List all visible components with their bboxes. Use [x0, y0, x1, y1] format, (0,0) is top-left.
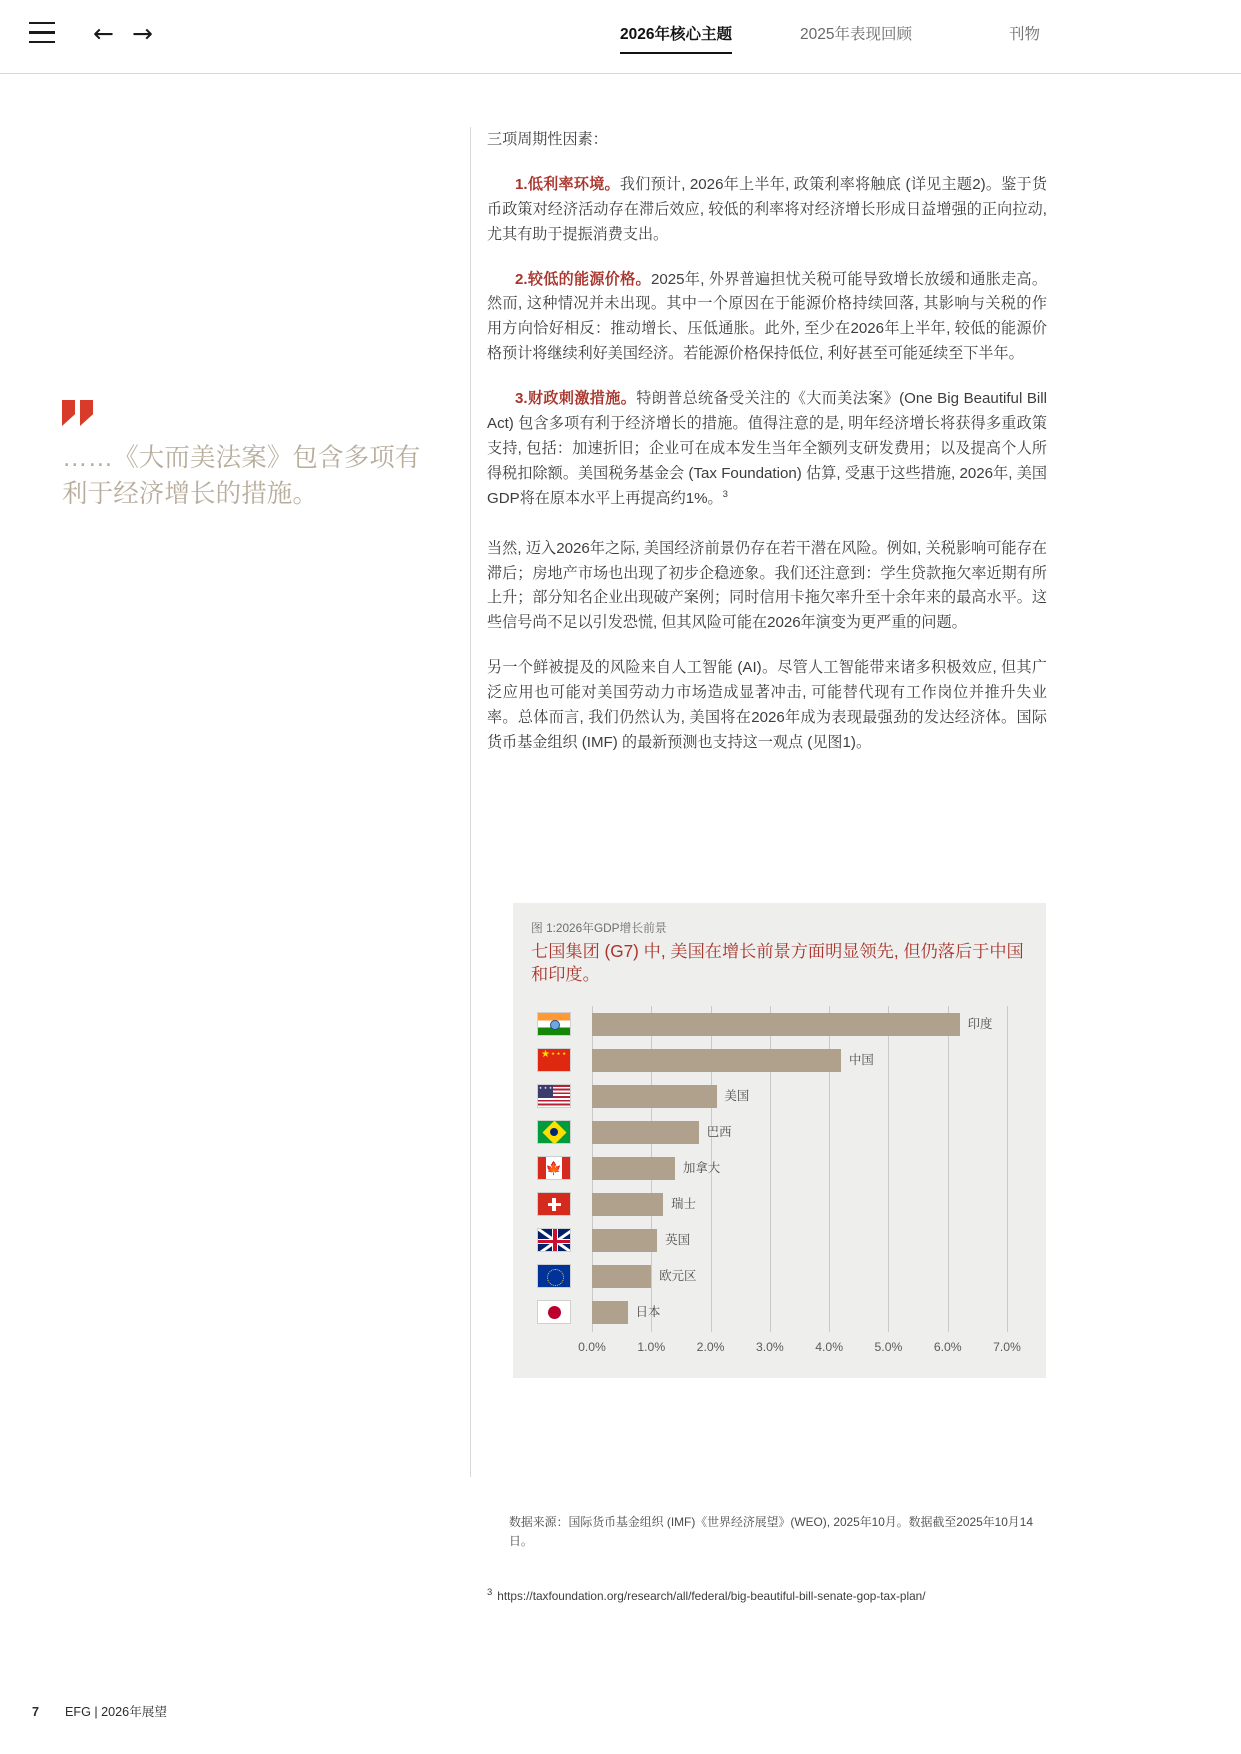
arrow-right-icon[interactable]: → — [132, 19, 153, 48]
page-footer — [32, 1701, 167, 1720]
figure-1 — [513, 903, 1046, 1378]
bar-日本 — [592, 1301, 628, 1324]
bar-label-欧元区: 欧元区 — [659, 1268, 697, 1283]
quote-mark-icon — [62, 400, 102, 426]
x-tick-6.0%: 6.0% — [933, 1340, 962, 1355]
flag-usa-icon — [537, 1084, 571, 1108]
paragraph-risks: 当然, 迈入2026年之际, 美国经济前景仍存在若干潜在风险。例如, 关税影响可能存在滞后；房地产市场也出现了初步企稳迹象。我们还注意到：学生贷款拖欠率近期有所上升；部分知名企业出现破产案例；同时信用卡拖欠率升至十余年来的最高水平。这些信号尚不足以引发恐慌, 但其风险可能在2026年演变为更严重的问题。 — [487, 539, 1047, 632]
quote-mark-stroke — [62, 400, 75, 426]
bar-欧元区 — [592, 1265, 651, 1288]
tab-core-themes-2026[interactable]: 2026年核心主题 — [620, 22, 732, 54]
app-header — [0, 0, 1241, 74]
list-item-3-label: 3.财政刺激措施。 — [515, 390, 637, 408]
bar-label-巴西: 巴西 — [706, 1124, 732, 1139]
flag-uk-icon — [537, 1228, 571, 1252]
bar-瑞士 — [592, 1193, 663, 1216]
tab-publications[interactable]: 刊物 — [1008, 26, 1040, 43]
figure-title: 七国集团 (G7) 中, 美国在增长前景方面明显领先, 但仍落后于中国和印度。 — [531, 941, 1024, 985]
bar-label-美国: 美国 — [724, 1088, 750, 1103]
footnote-3 — [487, 1587, 1047, 1603]
bar-label-瑞士: 瑞士 — [671, 1196, 696, 1211]
x-tick-7.0%: 7.0% — [993, 1340, 1021, 1355]
footnote-number: 3 — [487, 1587, 493, 1598]
hamburger-bar — [29, 41, 55, 43]
flag-canada-icon — [537, 1156, 571, 1180]
flag-china-icon — [537, 1048, 571, 1072]
flag-brazil-icon — [537, 1120, 571, 1144]
arrow-left-icon[interactable]: ← — [93, 19, 114, 48]
bar-巴西 — [592, 1121, 699, 1144]
chart-row — [537, 1186, 1028, 1222]
list-item-2-text: 2025年, 外界普遍担忧关税可能导致增长放缓和通胀走高。然而, 这种情况并未出现。其中一个原因在于能源价格持续回落, 其影响与关税的作用方向恰好相反：推动增长、压低通胀。此外, 至少在2026年上半年, 较低的能源价格预计将继续利好美国经济。若能源价格保持低位, 利好甚至可能延续至下半年。 — [487, 270, 1048, 363]
chart-row — [537, 1294, 1028, 1330]
list-item-2-label: 2.较低的能源价格。 — [515, 270, 651, 288]
x-tick-4.0%: 4.0% — [815, 1340, 844, 1355]
flag-switzerland-icon — [537, 1192, 571, 1216]
footnote-link[interactable]: https://taxfoundation.org/research/all/federal/big-beautiful-bill-senate-gop-tax-plan/ — [497, 1588, 926, 1603]
paragraph-ai: 另一个鲜被提及的风险来自人工智能 (AI)。尽管人工智能带来诸多积极效应, 但其广泛应用也可能对美国劳动力市场造成显著冲击, 可能替代现有工作岗位并推升失业率。总体而言, 我们仍然认为, 美国将在2026年成为表现最强劲的发达经济体。国际货币基金组织 (IMF) 的最新预测也支持这一观点 (见图1)。 — [487, 659, 1047, 751]
chart-x-axis — [578, 1332, 1028, 1368]
list-item-1-label: 1.低利率环境。 — [515, 175, 620, 193]
bar-中国 — [592, 1049, 841, 1072]
column-divider — [470, 127, 471, 1477]
chart-row — [537, 1258, 1028, 1294]
bar-label-英国: 英国 — [665, 1232, 690, 1247]
x-tick-3.0%: 3.0% — [755, 1340, 784, 1355]
x-tick-2.0%: 2.0% — [696, 1340, 725, 1355]
hamburger-bar — [29, 31, 55, 33]
x-tick-0.0%: 0.0% — [578, 1340, 606, 1355]
list-item-3-text: 特朗普总统备受关注的《大而美法案》(One Big Beautiful Bill Act) 包含多项有利于经济增长的措施。值得注意的是, 明年经济增长将获得多重政策支持, 包括：加速折旧；企业可在成本发生当年全额列支研发费用；以及提高个人所得税扣除额。美国税务基金会 (Tax Foundation) 估算, 受惠于这些措施, 2026年, 美国GDP将在原本水平上再提高约1%。 — [487, 390, 1047, 507]
bar-label-印度: 印度 — [967, 1016, 993, 1031]
hamburger-icon[interactable] — [29, 22, 57, 48]
chart-row — [537, 1078, 1028, 1114]
bar-chart — [537, 1006, 1028, 1368]
chart-row — [537, 1222, 1028, 1258]
bar-美国 — [592, 1085, 717, 1108]
list-item-3 — [487, 387, 1047, 511]
page-footer-text: EFG | 2026年展望 — [65, 1705, 167, 1719]
page-number: 7 — [32, 1705, 40, 1719]
pull-quote — [62, 400, 432, 512]
chart-row — [537, 1114, 1028, 1150]
hamburger-bar — [29, 22, 55, 24]
flag-japan-icon — [537, 1300, 571, 1324]
list-item-2 — [487, 268, 1047, 368]
quote-mark-stroke — [80, 400, 93, 426]
bar-加拿大 — [592, 1157, 675, 1180]
figure-label: 图 1:2026年GDP增长前景 — [531, 921, 667, 935]
list-item-1 — [487, 173, 1047, 248]
flag-india-icon — [537, 1012, 571, 1036]
flag-eurozone-icon — [537, 1264, 571, 1288]
bar-label-中国: 中国 — [849, 1052, 874, 1067]
chart-row — [537, 1150, 1028, 1186]
paragraph-intro: 三项周期性因素： — [487, 131, 608, 148]
x-tick-5.0%: 5.0% — [874, 1340, 903, 1355]
article-body — [487, 128, 1047, 776]
chart-row — [537, 1042, 1028, 1078]
x-tick-1.0%: 1.0% — [637, 1340, 666, 1355]
bar-label-加拿大: 加拿大 — [683, 1160, 721, 1175]
figure-source: 数据来源：国际货币基金组织 (IMF)《世界经济展望》(WEO), 2025年10月。数据截至2025年10月14日。 — [509, 1515, 1033, 1549]
bar-印度 — [592, 1013, 960, 1036]
bar-label-日本: 日本 — [635, 1304, 661, 1319]
chart-rows — [537, 1006, 1028, 1332]
chart-row — [537, 1006, 1028, 1042]
bar-英国 — [592, 1229, 657, 1252]
footnote-ref-3[interactable]: 3 — [722, 488, 728, 500]
tab-performance-review-2025[interactable]: 2025年表现回顾 — [800, 26, 912, 43]
list-item-1-text: 我们预计, 2026年上半年, 政策利率将触底 (详见主题2)。鉴于货币政策对经济活动存在滞后效应, 较低的利率将对经济增长形成日益增强的正向拉动, 尤其有助于提振消费支出。 — [487, 175, 1047, 243]
pull-quote-text: ……《大而美法案》包含多项有利于经济增长的措施。 — [62, 444, 421, 509]
